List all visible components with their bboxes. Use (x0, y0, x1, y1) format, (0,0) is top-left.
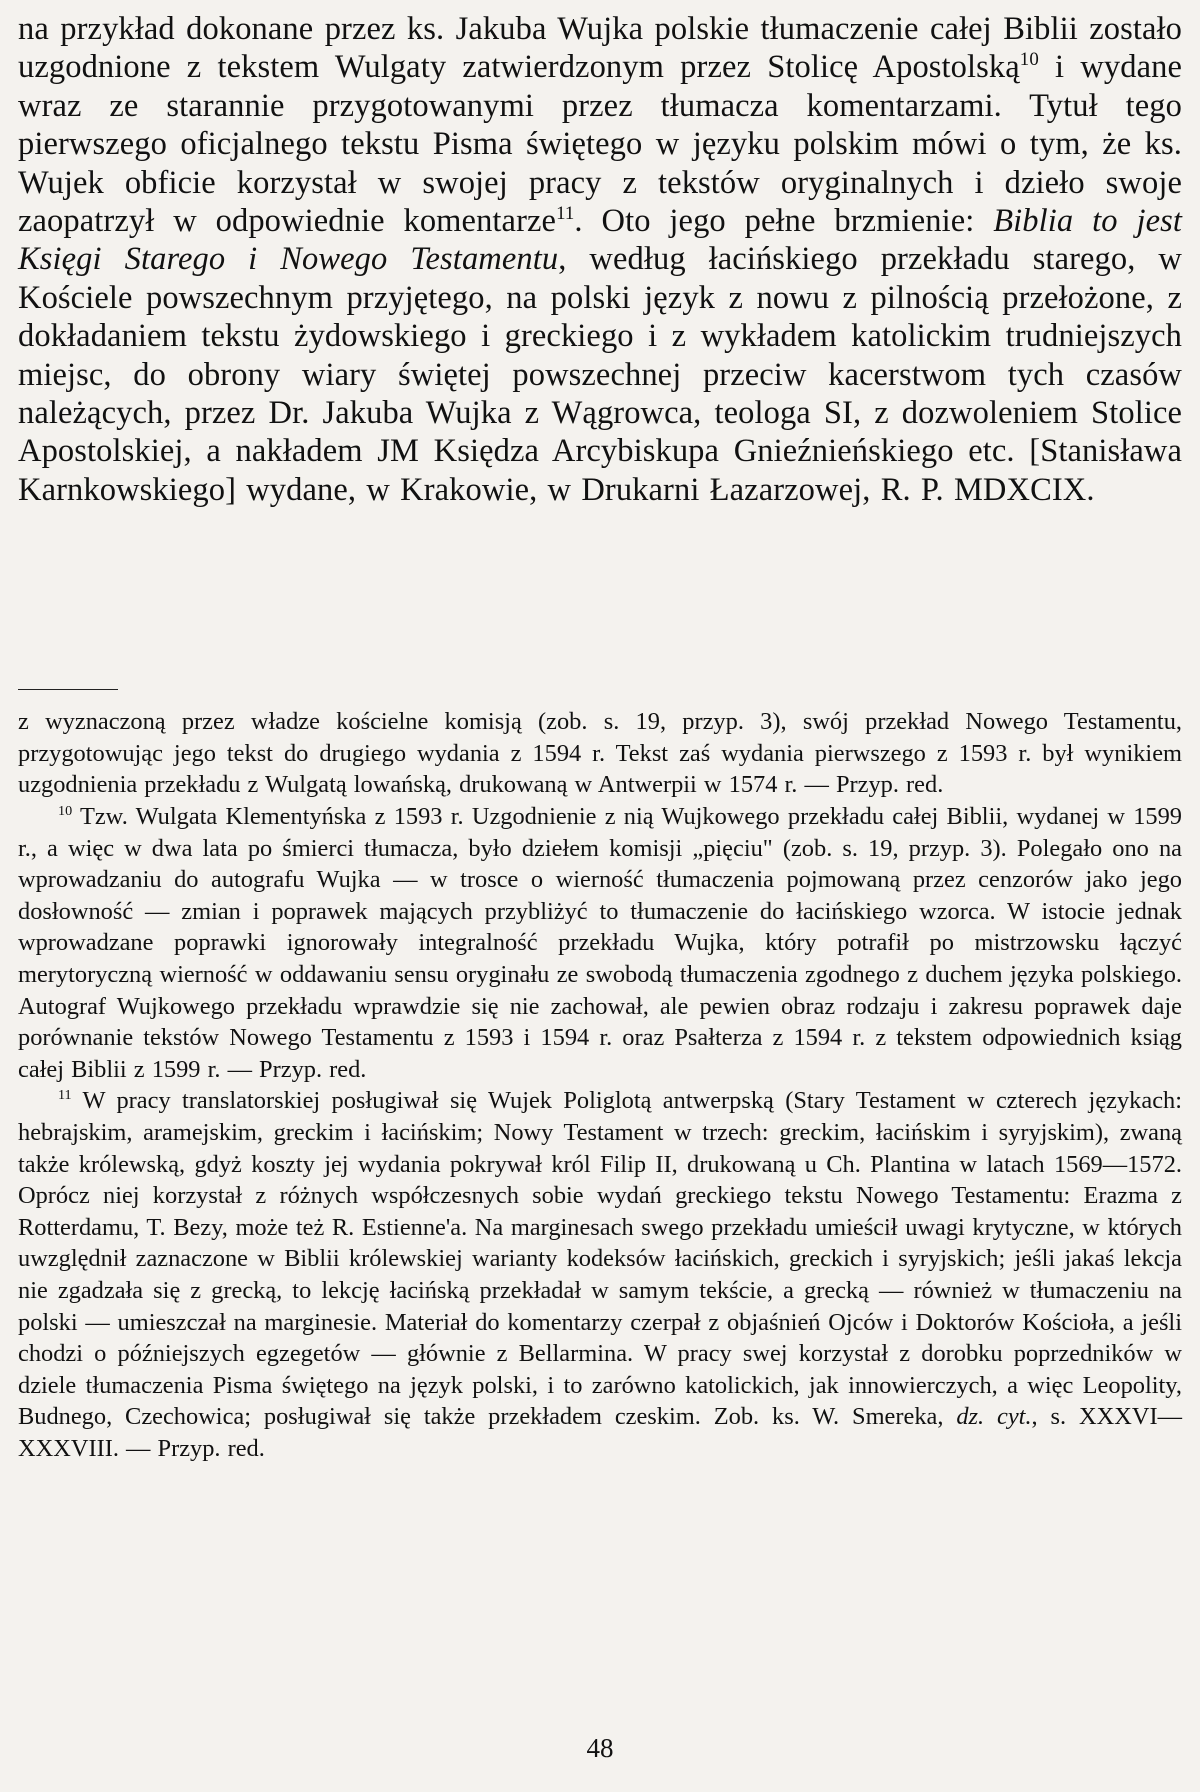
main-text-part-1: na przykład dokonane przez ks. Jakuba Wujka polskie tłumaczenie całej Biblii zostało uzgodnione z tekstem Wulgaty zatwierdzonym przez Stolicę Apostolską (18, 11, 1182, 86)
main-text-part-2: i wydane wraz ze starannie przygotowanymi przez tłumacza komentarzami. Tytuł tego pierwszego oficjalnego tekstu Pisma świętego w języku polskim mówi o tym, że ks. Wujek obficie korzystał w swojej pracy z tekstów oryginalnych i dzieło swoje zaopatrzył w odpowiednie komentarze (18, 49, 1182, 240)
footnote-11-end: , s. XXXVI—XXXVIII. — Przyp. red. (18, 1403, 1182, 1462)
footnote-10 (18, 801, 1182, 1085)
footnote-11 (18, 1085, 1182, 1464)
footnote-ref-10: 10 (1019, 49, 1039, 71)
page-number: 48 (586, 1733, 614, 1763)
footnotes-block (18, 706, 1182, 1464)
main-text-block (18, 10, 1182, 509)
footnote-separator-rule (18, 689, 118, 690)
footnote-11-italic: dz. cyt. (956, 1403, 1032, 1431)
footnote-11-mark: 11 (58, 1087, 72, 1104)
bible-title-italic: Biblia to jest Księgi Starego i Nowego Testamentu (18, 203, 1182, 278)
footnote-10-text: Tzw. Wulgata Klementyńska z 1593 r. Uzgodnienie z nią Wujkowego przekładu całej Biblii, wydanej w 1599 r., a więc w dwa lata po śmierci tłumacza, było dziełem komisji „pięciu" (zob. s. 19, przyp. 3). Polegało ono na wprowadzaniu do autografu Wujka — w trosce o wierność tłumaczenia pojmowaną przez cenzorów jako jego dosłowność — zmian i poprawek mających przybliżyć to tłumaczenie do łacińskiego wzorca. W istocie jednak wprowadzane poprawki ignorowały integralność przekładu Wujka, który potrafił po mistrzowsku łączyć merytoryczną wierność w oddawaniu sensu oryginału ze swobodą tłumaczenia zgodnego z duchem języka polskiego. Autograf Wujkowego przekładu wprawdzie się nie zachował, ale pewien obraz rodzaju i zakresu poprawek daje porównanie tekstów Nowego Testamentu z 1593 i 1594 r. oraz Psałterza z 1594 r. z tekstem odpowiednich ksiąg całej Biblii z 1599 r. — Przyp. red. (18, 803, 1182, 1083)
blank-gap (18, 509, 1182, 689)
footnote-ref-11: 11 (556, 203, 575, 225)
main-text-part-4: , według łacińskiego przekładu starego, w Kościele powszechnym przyjętego, na polski język z nowu z pilnością przełożone, z dokładaniem tekstu żydowskiego i greckiego i z wykładem katolickim trudniejszych miejsc, do obrony wiary świętej powszechnej przeciw kacerstwom tych czasów należących, przez Dr. Jakuba Wujka z Wągrowca, teologa SI, z dozwoleniem Stolice Apostolskiej, a nakładem JM Księdza Arcybiskupa Gnieźnieńskiego etc. [Stanisława Karnkowskiego] wydane, w Krakowie, w Drukarni Łazarzowej, R. P. MDXCIX. (18, 241, 1182, 508)
footnote-continuation: z wyznaczoną przez władze kościelne komisją (zob. s. 19, przyp. 3), swój przekład Nowego Testamentu, przygotowując jego tekst do drugiego wydania z 1594 r. Tekst zaś wydania pierwszego z 1593 r. był wynikiem uzgodnienia przekładu z Wulgatą lowańską, drukowaną w Antwerpii w 1574 r. — Przyp. red. (18, 708, 1182, 799)
main-text-part-3: . Oto jego pełne brzmienie: (574, 203, 994, 240)
footnote-11-text: W pracy translatorskiej posługiwał się Wujek Poliglotą antwerpską (Stary Testament w czterech językach: hebrajskim, aramejskim, greckim i łacińskim; Nowy Testament w trzech: greckim, łacińskim i syryjskim), zwaną także królewską, gdyż koszty jej wydania pokrywał król Filip II, drukowaną u Ch. Plantina w latach 1569—1572. Oprócz niej korzystał z różnych współczesnych sobie wydań greckiego tekstu Nowego Testamentu: Erazma z Rotterdamu, T. Bezy, może też R. Estienne'a. Na marginesach swego przekładu umieścił uwagi krytyczne, w których uwzględnił zaznaczone w Biblii królewskiej warianty kodeksów łacińskich, greckich i syryjskich; jeśli jakaś lekcja nie zgadzała się z grecką, to lekcję łacińską przekładał w samym tekście, a grecką — również w tłumaczeniu na polski — umieszczał na marginesie. Materiał do komentarzy czerpał z objaśnień Ojców i Doktorów Kościoła, a jeśli chodzi o późniejszych egzegetów — głównie z Bellarmina. W pracy swej korzystał z dorobku poprzedników w dziele tłumaczenia Pisma świętego na język polski, i to zarówno katolickich, jak innowierczych, a więc Leopolity, Budnego, Czechowica; posługiwał się także przekładem czeskim. Zob. ks. W. Smereka, (18, 1087, 1182, 1431)
footnote-10-mark: 10 (58, 802, 73, 819)
